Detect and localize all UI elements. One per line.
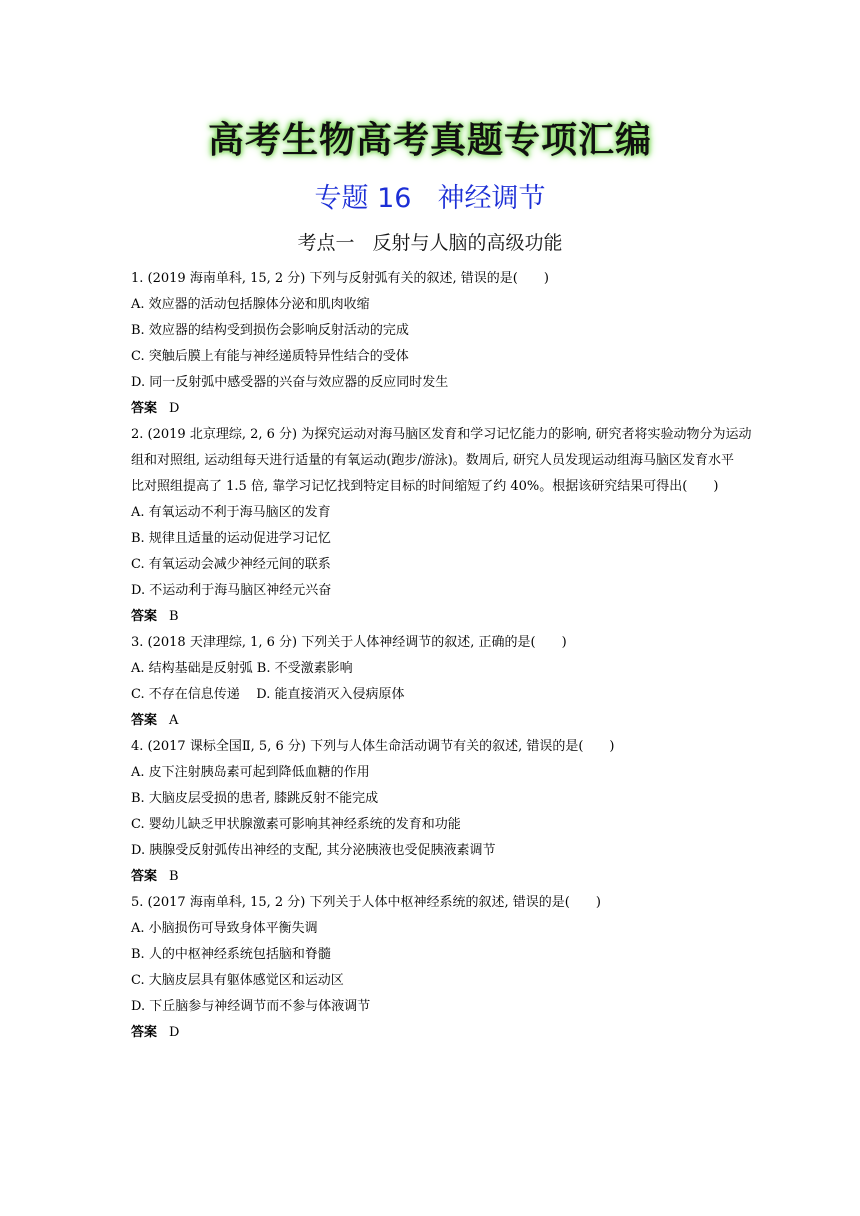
question-stem-line-1: 2. (2019 北京理综, 2, 6 分) 为探究运动对海马脑区发育和学习记忆能力的影响, 研究者将实验动物分为运动: [131, 427, 752, 442]
question-stem: 4. (2017 课标全国Ⅱ, 5, 6 分) 下列与人体生命活动调节有关的叙述, 错误的是( ): [131, 739, 615, 754]
answer-value: B: [169, 609, 179, 624]
question-list: [131, 266, 752, 1046]
option-c: C. 突触后膜上有能与神经递质特异性结合的受体: [131, 349, 409, 364]
answer-label: 答案: [131, 401, 158, 416]
answer-line: [131, 708, 731, 734]
answer-value: A: [169, 713, 179, 728]
option-d: D. 下丘脑参与神经调节而不参与体液调节: [131, 999, 371, 1014]
question-4: [131, 734, 731, 890]
topic-title: [0, 176, 860, 215]
answer-label: 答案: [131, 713, 158, 728]
section-name: 反射与人脑的高级功能: [372, 232, 563, 254]
document-banner: 高考生物高考真题专项汇编: [207, 119, 652, 161]
option-row-cd: C. 不存在信息传递 D. 能直接消灭入侵病原体: [131, 687, 405, 702]
option-c: C. 大脑皮层具有躯体感觉区和运动区: [131, 973, 344, 988]
answer-value: D: [169, 1025, 180, 1040]
option-c: C. 有氧运动会减少神经元间的联系: [131, 557, 331, 572]
answer-line: [131, 604, 731, 630]
question-5: [131, 890, 731, 1046]
answer-line: [131, 864, 731, 890]
option-b: B. 大脑皮层受损的患者, 膝跳反射不能完成: [131, 791, 379, 806]
answer-label: 答案: [131, 609, 158, 624]
answer-label: 答案: [131, 1025, 158, 1040]
option-b: B. 人的中枢神经系统包括脑和脊髓: [131, 947, 331, 962]
answer-line: [131, 396, 731, 422]
question-stem-line-3: 比对照组提高了 1.5 倍, 靠学习记忆找到特定目标的时间缩短了约 40%。根据该研究结果可得出( ): [131, 479, 719, 494]
answer-line: [131, 1020, 731, 1046]
question-stem: 1. (2019 海南单科, 15, 2 分) 下列与反射弧有关的叙述, 错误的是( ): [131, 271, 549, 286]
option-a: A. 皮下注射胰岛素可起到降低血糖的作用: [131, 765, 370, 780]
option-d: D. 胰腺受反射弧传出神经的支配, 其分泌胰液也受促胰液素调节: [131, 843, 496, 858]
option-a: A. 小脑损伤可导致身体平衡失调: [131, 921, 318, 936]
question-2: [131, 422, 752, 630]
option-a: A. 效应器的活动包括腺体分泌和肌肉收缩: [131, 297, 370, 312]
option-d: D. 同一反射弧中感受器的兴奋与效应器的反应同时发生: [131, 375, 449, 390]
section-title: [0, 228, 860, 255]
topic-number: 专题 16: [314, 183, 412, 214]
option-b: B. 效应器的结构受到损伤会影响反射活动的完成: [131, 323, 409, 338]
topic-name: 神经调节: [437, 183, 546, 214]
question-stem: 5. (2017 海南单科, 15, 2 分) 下列关于人体中枢神经系统的叙述, 错误的是( ): [131, 895, 601, 910]
answer-value: D: [169, 401, 180, 416]
answer-label: 答案: [131, 869, 158, 884]
question-stem: 3. (2018 天津理综, 1, 6 分) 下列关于人体神经调节的叙述, 正确的是( ): [131, 635, 567, 650]
option-d: D. 不运动利于海马脑区神经元兴奋: [131, 583, 332, 598]
question-3: [131, 630, 731, 734]
option-row-ab: A. 结构基础是反射弧 B. 不受激素影响: [131, 661, 353, 676]
question-stem-line-2: 组和对照组, 运动组每天进行适量的有氧运动(跑步/游泳)。数周后, 研究人员发现运动组海马脑区发育水平: [131, 453, 735, 468]
option-b: B. 规律且适量的运动促进学习记忆: [131, 531, 331, 546]
answer-value: B: [169, 869, 179, 884]
option-a: A. 有氧运动不利于海马脑区的发育: [131, 505, 331, 520]
question-1: [131, 266, 731, 422]
section-number: 考点一: [297, 232, 355, 254]
option-c: C. 婴幼儿缺乏甲状腺激素可影响其神经系统的发育和功能: [131, 817, 461, 832]
